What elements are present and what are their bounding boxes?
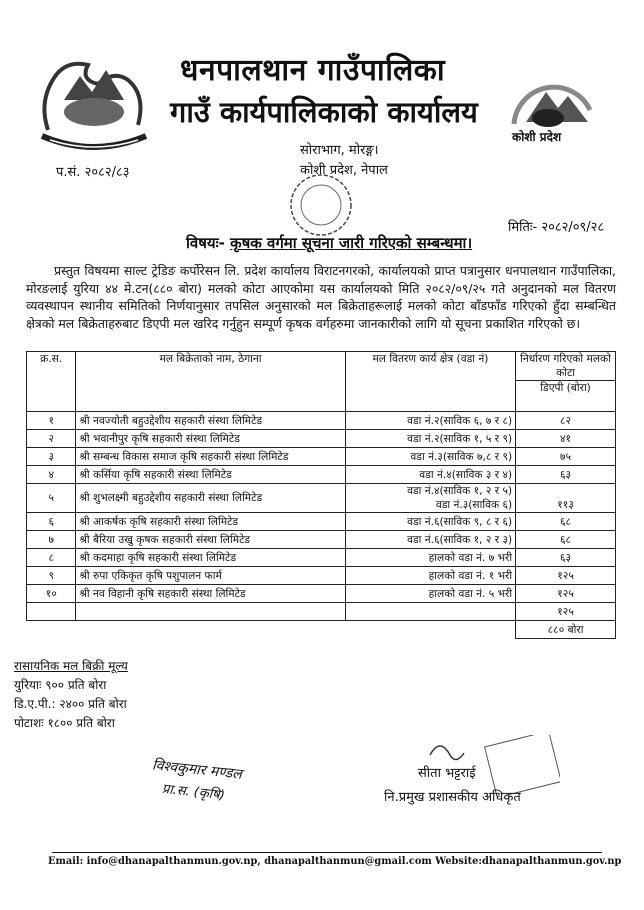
extra-quota: १२५ bbox=[516, 603, 616, 621]
row-sn: ८ bbox=[27, 549, 76, 567]
row-sn: ५ bbox=[27, 484, 76, 513]
price-potash: पोटाशः १८०० प्रति बोरा bbox=[14, 716, 115, 730]
row-sn: ७ bbox=[27, 531, 76, 549]
fertilizer-prices bbox=[14, 657, 128, 733]
row-vendor-name: श्री रुपा एकिकृत कृषि पशुपालन फार्म bbox=[76, 567, 345, 585]
table-total-row bbox=[27, 621, 616, 639]
row-quota: ६८ bbox=[516, 513, 616, 531]
row-vendor-name: श्री सम्बन्ध विकास समाज कृषि सहकारी संस्था लिमिटेड bbox=[76, 448, 345, 466]
office-stamp bbox=[286, 170, 356, 240]
left-signatory-title: प्रा.स. (कृषि) bbox=[161, 781, 226, 804]
address-line-2: कोशी प्रदेश, नेपाल bbox=[300, 163, 388, 178]
koshi-province-logo bbox=[496, 70, 608, 160]
letter-date: मितिः- २०८२/०९/२८ bbox=[508, 220, 605, 235]
table-row bbox=[27, 603, 616, 621]
left-signatory-name: विश्वकुमार मण्डल bbox=[151, 757, 243, 783]
footer-contact: Email: info@dhanapalthanmun.gov.np, dhanapalthanmun@gmail.com Website:dhanapalthanmun.gov.np bbox=[48, 856, 622, 867]
footer-divider bbox=[52, 852, 602, 853]
table-row bbox=[27, 430, 616, 448]
row-quota: १२५ bbox=[516, 585, 616, 603]
table-row bbox=[27, 466, 616, 484]
row-sn: २ bbox=[27, 430, 76, 448]
row-vendor-name: श्री आकर्षक कृषि सहकारी संस्था लिमिटेड bbox=[76, 513, 345, 531]
row-ward: हालको वडा नं. ५ भरी bbox=[345, 585, 515, 603]
row-ward-line: वडा नं.३(साविक ६) bbox=[435, 499, 513, 511]
row-ward: वडा नं.४(साविक ३ र ४) bbox=[345, 466, 515, 484]
officer-title: नि.प्रमुख प्रशासकीय अधिकृत bbox=[384, 790, 521, 805]
row-sn: ६ bbox=[27, 513, 76, 531]
address-line-1: सोराभाग, मोरङ्ग। bbox=[300, 143, 379, 158]
row-ward-line: वडा नं.४(साविक १, २ र ५) bbox=[407, 485, 513, 497]
table-row bbox=[27, 549, 616, 567]
reference-number: प.सं. २०८२/८३ bbox=[56, 165, 130, 180]
row-quota: ६३ bbox=[516, 549, 616, 567]
table-row bbox=[27, 412, 616, 430]
table-row bbox=[27, 513, 616, 531]
row-ward: वडा नं.३(साविक ७,८ र ९) bbox=[345, 448, 515, 466]
row-sn: १० bbox=[27, 585, 76, 603]
row-quota: ७५ bbox=[516, 448, 616, 466]
row-ward: हालको वडा नं. ७ भरी bbox=[345, 549, 515, 567]
row-sn: १ bbox=[27, 412, 76, 430]
right-logo-caption: कोशी प्रदेश bbox=[512, 130, 562, 144]
row-ward: वडा नं.२(साविक ६, ७ र ८) bbox=[345, 412, 515, 430]
table-header-row bbox=[27, 352, 616, 381]
header-sn: क्र.स. bbox=[27, 352, 76, 412]
row-quota: ६३ bbox=[516, 466, 616, 484]
row-quota: ११३ bbox=[516, 484, 616, 513]
row-vendor-name: श्री नव विहानी कृषि सहकारी संस्था लिमिटेड bbox=[76, 585, 345, 603]
row-vendor-name: श्री भवानीपुर कृषि सहकारी संस्था लिमिटेड bbox=[76, 430, 345, 448]
row-sn: ९ bbox=[27, 567, 76, 585]
row-quota: १२५ bbox=[516, 567, 616, 585]
prices-title: रासायनिक मल बिक्री मूल्य bbox=[14, 659, 128, 673]
header-quota: निर्धारण गरिएको मलको कोटा bbox=[516, 352, 616, 381]
row-vendor-name: श्री कदमाहा कृषि सहकारी संस्था लिमिटेड bbox=[76, 549, 345, 567]
header-quota-sub: डिएपी (बोरा) bbox=[516, 381, 616, 412]
row-vendor-name: श्री कर्सिया कृषि सहकारी संस्था लिमिटेड bbox=[76, 466, 345, 484]
row-ward bbox=[345, 484, 515, 513]
table-row bbox=[27, 531, 616, 549]
nepal-emblem-logo bbox=[28, 40, 160, 158]
organization-name: धनपालथान गाउँपालिका bbox=[180, 53, 446, 88]
office-name: गाउँ कार्यपालिकाको कार्यालय bbox=[170, 95, 478, 129]
header-name: मल बिक्रेताको नाम, ठेगाना bbox=[76, 352, 345, 412]
total-quota: ८८० बोरा bbox=[516, 621, 616, 639]
row-ward: वडा नं.२(साविक १, ५ र ९) bbox=[345, 430, 515, 448]
row-quota: ६८ bbox=[516, 531, 616, 549]
price-urea: युरियाः ९०० प्रति बोरा bbox=[14, 678, 107, 692]
table-row bbox=[27, 585, 616, 603]
row-quota: ८२ bbox=[516, 412, 616, 430]
subject-line bbox=[186, 233, 472, 253]
table-row bbox=[27, 567, 616, 585]
price-dap: डि.ए.पी.: २४०० प्रति बोरा bbox=[14, 697, 127, 711]
row-ward: वडा नं.६(साविक १, २ र ३) bbox=[345, 531, 515, 549]
row-quota: ४१ bbox=[516, 430, 616, 448]
header-ward: मल वितरण कार्य क्षेत्र (वडा नं) bbox=[345, 352, 515, 412]
subject-label: विषयः- bbox=[186, 234, 225, 252]
row-vendor-name: श्री बैरिया उखु कृषक सहकारी संस्था लिमिटेड bbox=[76, 531, 345, 549]
quota-table bbox=[26, 351, 616, 639]
row-sn: ४ bbox=[27, 466, 76, 484]
table-row bbox=[27, 484, 616, 513]
row-sn: ३ bbox=[27, 448, 76, 466]
letter-body: प्रस्तुत विषयमा साल्ट ट्रेडिङ कर्पोरेसन लि. प्रदेश कार्यालय विराटनगरको, कार्यालयको प्राप्त पत्रानुसार धनपालथान गाउँपालिका, मोरङलाई युरिया ४४ मे.टन(८८० बोरा) मलको कोटा आएकोमा यस कार्यालयको मिति २०८२/०९/२५ गते अनुदानको मल वितरण व्यवस्थापन स्थानीय समितिको निर्णयानुसार तपसिल अनुसारको मल बिक्रेताहरूलाई मलको कोटा बाँडफाँड गरिएको हुँदा सम्बन्धित क्षेत्रको मल बिक्रेताहरुबाट डिएपी मल खरिद गर्नुहुन सम्पूर्ण कृषक वर्गहरुमा जानकारीको लागि यो सूचना प्रकाशित गरिएको छ। bbox=[26, 263, 616, 331]
row-ward: वडा नं.६(साविक ९, ८ र ६) bbox=[345, 513, 515, 531]
row-ward: हालको वडा नं. १ भरी bbox=[345, 567, 515, 585]
subject-text: कृषक वर्गमा सूचना जारी गरिएको सम्बन्धमा। bbox=[230, 234, 473, 252]
row-vendor-name: श्री नवज्योती बहुउद्देशीय सहकारी संस्था लिमिटेड bbox=[76, 412, 345, 430]
table-row bbox=[27, 448, 616, 466]
row-vendor-name: श्री शुभलक्ष्मी बहुउद्देशीय सहकारी संस्था लिमिटेड bbox=[76, 484, 345, 513]
officer-name: सीता भट्टराई bbox=[418, 766, 476, 781]
